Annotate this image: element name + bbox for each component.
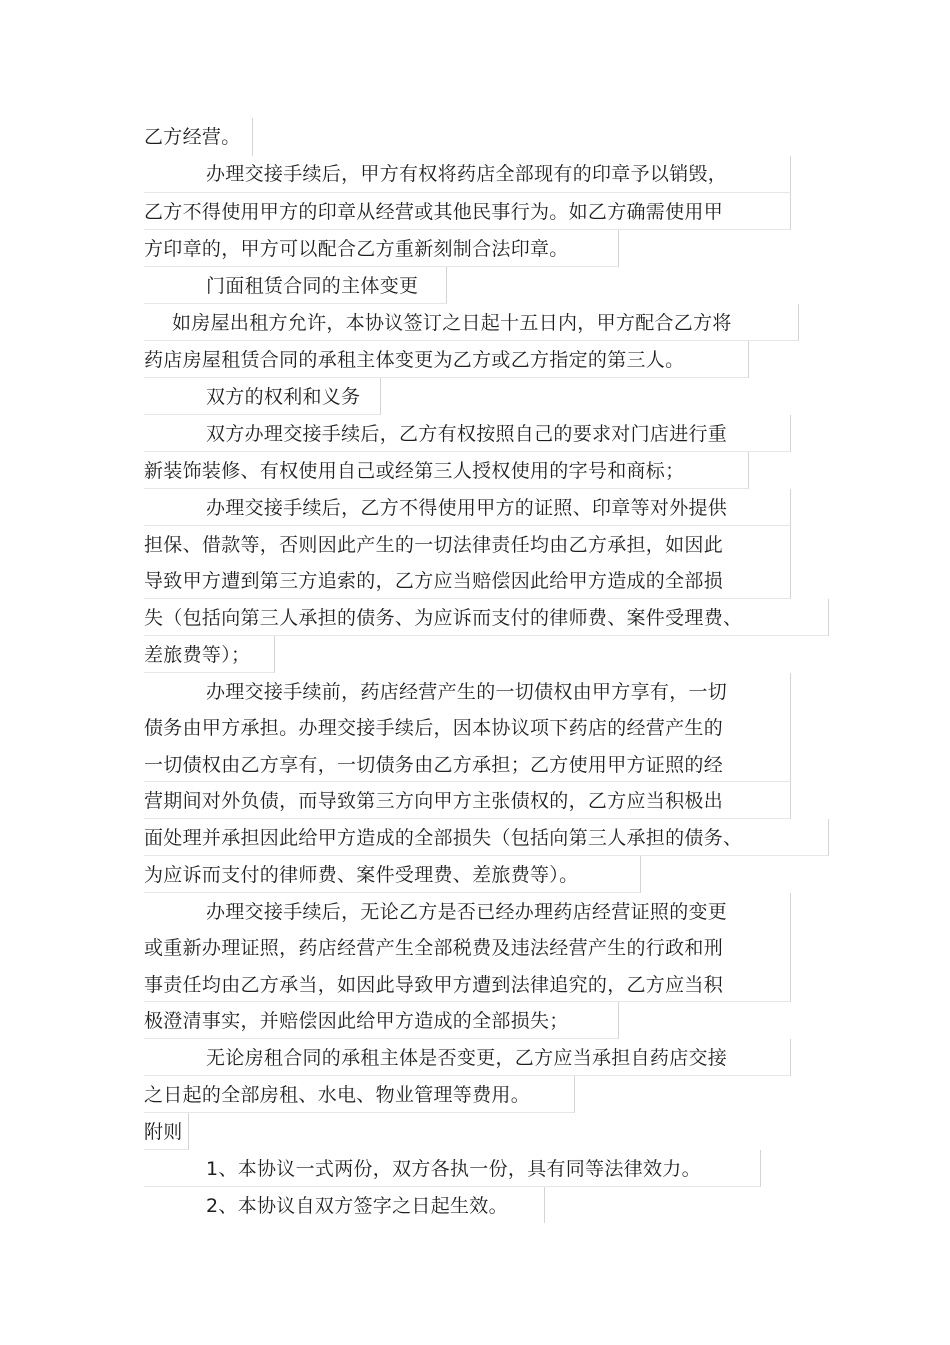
paragraph-line: 如房屋出租方允许，本协议签订之日起十五日内，甲方配合乙方将 [172,312,732,334]
section-heading: 门面租赁合同的主体变更 [206,275,419,297]
section-heading: 双方的权利和义务 [206,386,361,408]
paragraph-line: 办理交接手续后，甲方有权将药店全部现有的印章予以销毁， [206,163,728,185]
paragraph-line: 2、本协议自双方签字之日起生效。 [206,1195,508,1217]
paragraph-line: 办理交接手续后，无论乙方是否已经办理药店经营证照的变更 [206,901,728,923]
paragraph-line: 差旅费等）； [144,644,251,666]
paragraph-line: 乙方经营。 [144,126,241,148]
paragraph-line: 1、本协议一式两份，双方各执一份，具有同等法律效力。 [206,1158,701,1180]
paragraph-line: 新装饰装修、有权使用自己或经第三人授权使用的字号和商标； [144,460,685,482]
paragraph-line: 为应诉而支付的律师费、案件受理费、差旅费等）。 [144,864,579,886]
paragraph-line: 债务由甲方承担。办理交接手续后，因本协议项下药店的经营产生的 [144,717,724,739]
paragraph-line: 乙方不得使用甲方的印章从经营或其他民事行为。如乙方确需使用甲 [144,201,724,223]
paragraph-line: 营期间对外负债，而导致第三方向甲方主张债权的，乙方应当积极出 [144,790,724,812]
paragraph-line: 药店房屋租赁合同的承租主体变更为乙方或乙方指定的第三人。 [144,349,685,371]
paragraph-line: 极澄清事实，并赔偿因此给甲方造成的全部损失； [144,1010,569,1032]
section-heading: 附则 [144,1121,183,1143]
paragraph-line: 或重新办理证照，药店经营产生全部税费及违法经营产生的行政和刑 [144,937,724,959]
paragraph-line: 方印章的，甲方可以配合乙方重新刻制合法印章。 [144,238,569,260]
paragraph-line: 导致甲方遭到第三方追索的，乙方应当赔偿因此给甲方造成的全部损 [144,570,724,592]
paragraph-line: 之日起的全部房租、水电、物业管理等费用。 [144,1084,531,1106]
paragraph-line: 办理交接手续前，药店经营产生的一切债权由甲方享有，一切 [206,681,728,703]
paragraph-line: 担保、借款等，否则因此产生的一切法律责任均由乙方承担，如因此 [144,534,724,556]
paragraph-line: 事责任均由乙方承当，如因此导致甲方遭到法律追究的，乙方应当积 [144,974,724,996]
paragraph-line: 双方办理交接手续后，乙方有权按照自己的要求对门店进行重 [206,423,728,445]
paragraph-line: 办理交接手续后，乙方不得使用甲方的证照、印章等对外提供 [206,497,728,519]
paragraph-line: 无论房租合同的承租主体是否变更，乙方应当承担自药店交接 [206,1047,728,1069]
paragraph-line: 一切债权由乙方享有，一切债务由乙方承担；乙方使用甲方证照的经 [144,754,724,776]
paragraph-line: 面处理并承担因此给甲方造成的全部损失（包括向第三人承担的债务、 [144,827,743,849]
paragraph-line: 失（包括向第三人承担的债务、为应诉而支付的律师费、案件受理费、 [144,607,743,629]
